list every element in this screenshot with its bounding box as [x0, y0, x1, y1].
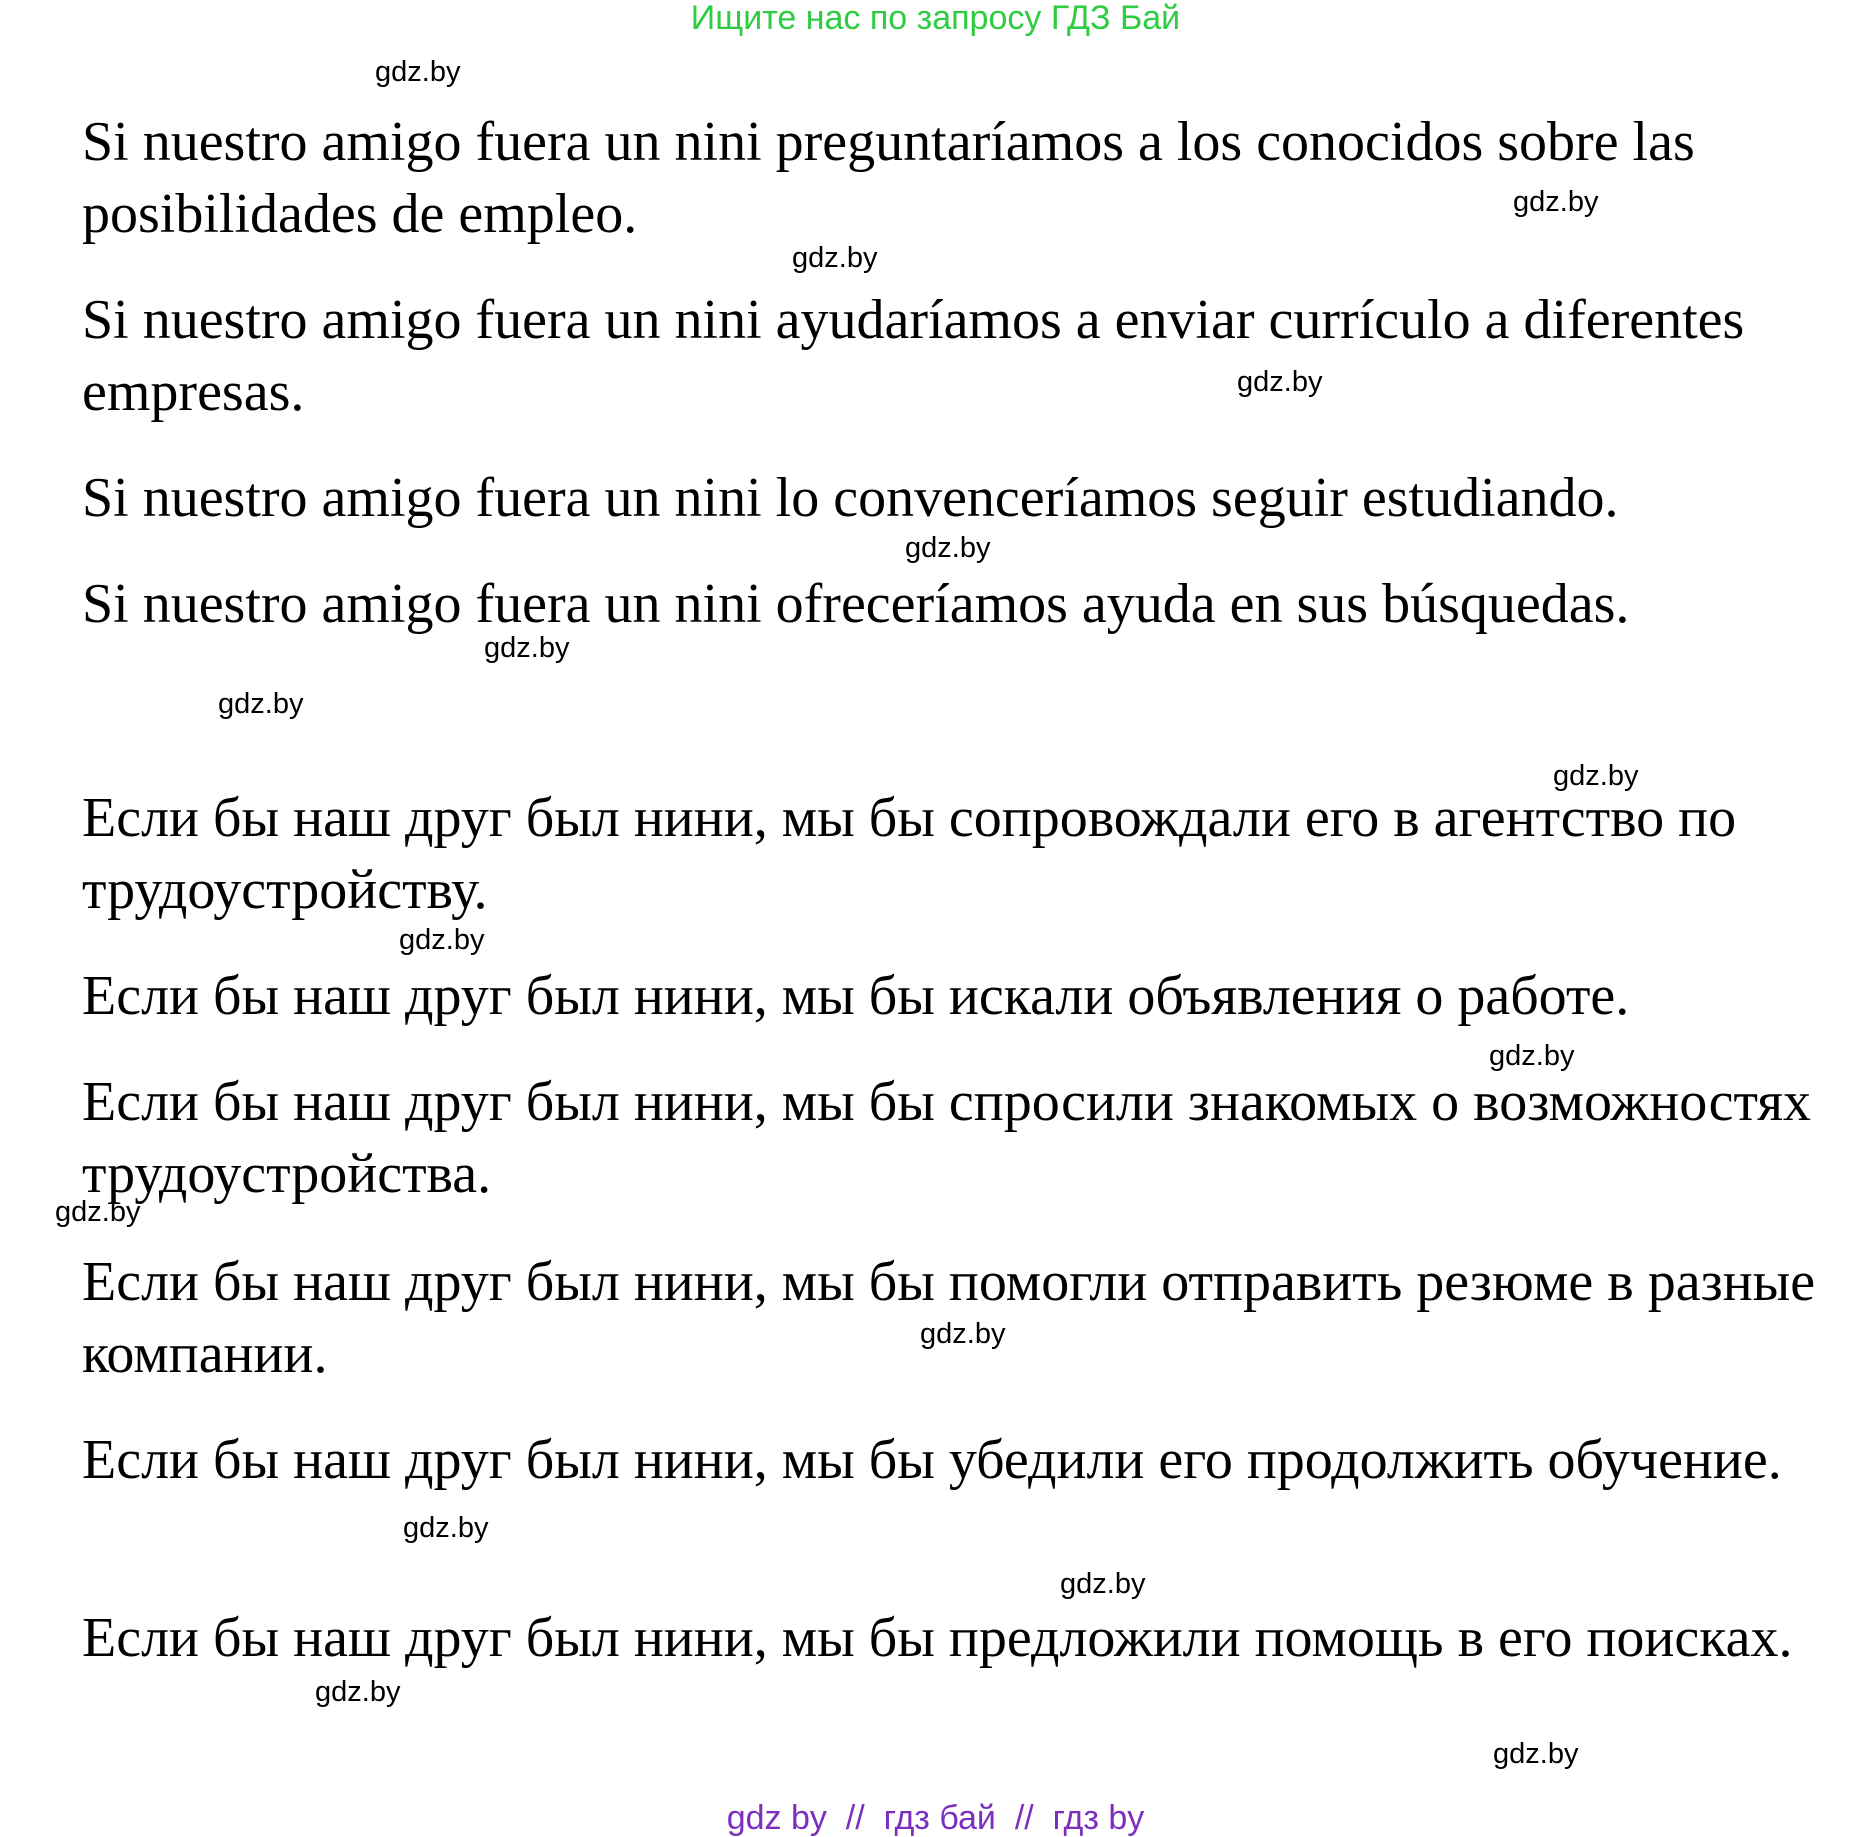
spanish-sentence-1: Si nuestro amigo fuera un nini preguntaríamos a los conocidos sobre las posibilidades de empleo.: [82, 111, 1695, 245]
watermark: gdz.by: [218, 688, 304, 720]
spanish-sentence-3: Si nuestro amigo fuera un nini lo convenceríamos seguir estudiando.: [82, 467, 1619, 529]
watermark: gdz.by: [905, 532, 991, 564]
russian-sentence-2: Если бы наш друг был нини, мы бы искали объявления о работе.: [82, 965, 1630, 1027]
russian-sentence-6: Если бы наш друг был нини, мы бы предложили помощь в его поисках.: [82, 1607, 1793, 1669]
watermark: gdz.by: [1489, 1040, 1575, 1072]
russian-sentence-4: Если бы наш друг был нини, мы бы помогли отправить резюме в разные компании.: [82, 1251, 1816, 1385]
site-footer-text: gdz by // гдз бай // гдз by: [726, 1799, 1145, 1837]
watermark: gdz.by: [1513, 186, 1599, 218]
watermark: gdz.by: [399, 924, 485, 956]
russian-sentence-5: Если бы наш друг был нини, мы бы убедили его продолжить обучение.: [82, 1429, 1782, 1491]
watermark: gdz.by: [1553, 760, 1639, 792]
watermark: gdz.by: [1060, 1568, 1146, 1600]
watermark: gdz.by: [792, 242, 878, 274]
spanish-sentence-4: Si nuestro amigo fuera un nini ofreceríamos ayuda en sus búsquedas.: [82, 573, 1630, 635]
russian-sentence-3: Если бы наш друг был нини, мы бы спросили знакомых о возможностях трудоустройства.: [82, 1071, 1811, 1205]
watermark: gdz.by: [1493, 1738, 1579, 1770]
site-banner-text: Ищите нас по запросу ГДЗ Бай: [690, 0, 1181, 37]
watermark: gdz.by: [375, 56, 461, 88]
watermark: gdz.by: [403, 1512, 489, 1544]
watermark: gdz.by: [315, 1676, 401, 1708]
watermark: gdz.by: [484, 632, 570, 664]
site-footer: [0, 1800, 1871, 1836]
russian-sentence-1: Если бы наш друг был нини, мы бы сопровождали его в агентство по трудоустройству.: [82, 787, 1737, 921]
watermark: gdz.by: [55, 1196, 141, 1228]
watermark: gdz.by: [920, 1318, 1006, 1350]
watermark: gdz.by: [1237, 366, 1323, 398]
site-banner: [0, 0, 1871, 36]
spanish-sentence-2: Si nuestro amigo fuera un nini ayudaríamos a enviar currículo a diferentes empresas.: [82, 289, 1745, 423]
